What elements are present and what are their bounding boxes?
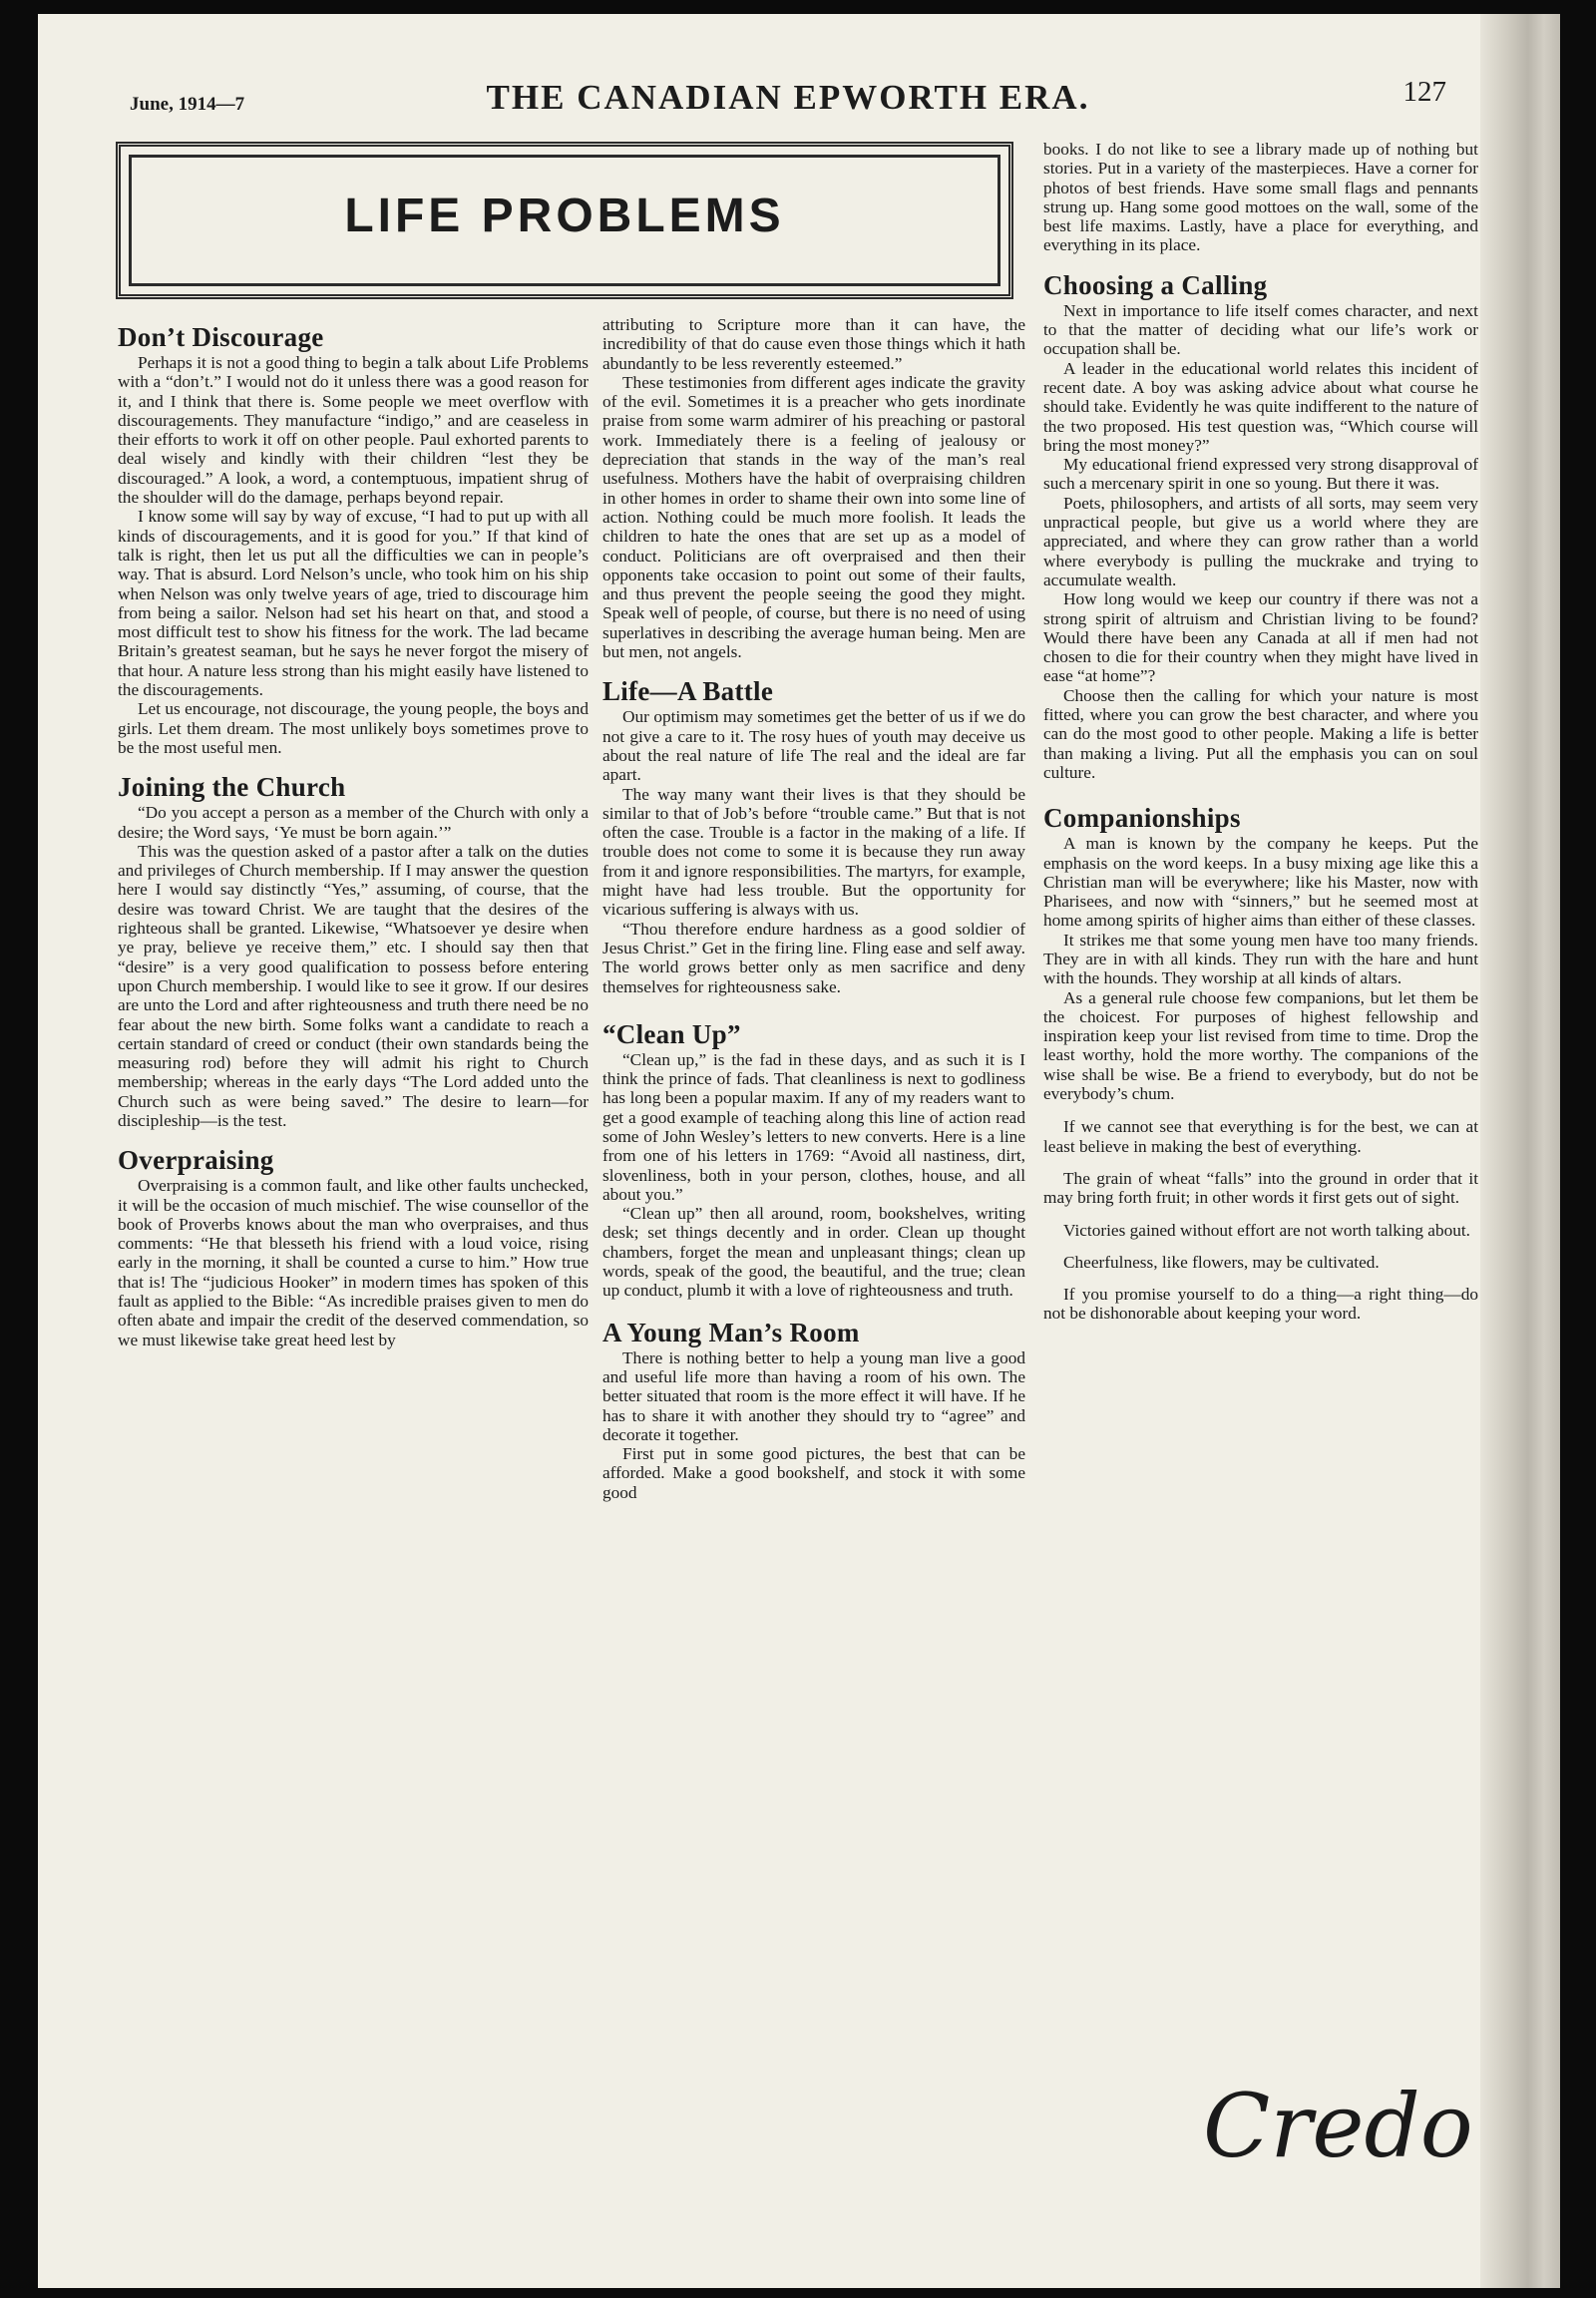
section-title-box xyxy=(116,142,1013,299)
heading-clean-up: “Clean Up” xyxy=(602,1018,741,1049)
maxim-paragraph: The grain of wheat “falls” into the ground in order that it may bring forth fruit; in other words it first gets out of sight. xyxy=(1043,1168,1478,1208)
heading-life-a-battle: Life—A Battle xyxy=(602,676,774,707)
maxim-paragraph: Cheerfulness, like flowers, may be cultivated. xyxy=(1063,1252,1380,1272)
magazine-title: THE CANADIAN EPWORTH ERA. xyxy=(486,78,1090,117)
column-middle xyxy=(602,315,1025,1502)
paragraph: Perhaps it is not a good thing to begin a talk about Life Problems with a “don’t.” I would not do it unless there was a good reason for it, and I think that there is. Some people we meet overflow with discouragements. They manufacture “indigo,” and are ceaseless in their efforts to work it off on other people. Paul exhorted parents to deal wisely and kindly with their children “lest they be discouraged.” A look, a word, a contemptuous, impatient shrug of the shoulder will do the damage, perhaps beyond repair. xyxy=(118,353,589,508)
paragraph: How long would we keep our country if there was not a strong spirit of altruism and Christian living to be found? Would there have been any Canada at all if men had not chosen to die for their country when they might have lived in ease “at home”? xyxy=(1043,589,1478,686)
maxim-paragraph: If you promise yourself to do a thing—a right thing—do not be dishonorable about keeping your word. xyxy=(1043,1285,1478,1324)
heading-companionships: Companionships xyxy=(1043,803,1241,834)
heading-a-young-mans-room: A Young Man’s Room xyxy=(602,1317,860,1347)
signature-text: Credo xyxy=(1203,2075,1473,2177)
paragraph: My educational friend expressed very strong disapproval of such a mercenary spirit in one so young. But there it was. xyxy=(1043,455,1478,494)
page-number: 127 xyxy=(1402,76,1446,108)
paragraph: attributing to Scripture more than it can have, the incredibility of that do cause even those things which it hath abundantly to be less reverently esteemed.” xyxy=(602,315,1025,373)
heading-choosing-a-calling: Choosing a Calling xyxy=(1043,269,1268,300)
paragraph: Next in importance to life itself comes character, and next to that the matter of deciding what our life’s work or occupation shall be. xyxy=(1043,300,1478,359)
paragraph: Choose then the calling for which your nature is most fitted, where you can grow the best character, and where you can do the most good to other people. Making a life is better than making a living. Put all the emphasis you can on soul culture. xyxy=(1043,685,1478,782)
maxim-paragraph: Victories gained without effort are not worth talking about. xyxy=(1063,1220,1471,1240)
running-header xyxy=(130,72,1446,122)
paragraph: There is nothing better to help a young man live a good and useful life more than having a room of his own. The better situated that room is the more effect it will have. If he has to share it with another they should try to “agree” and decorate it together. xyxy=(602,1347,1025,1444)
paragraph: “Clean up” then all around, room, bookshelves, writing desk; set things decently and in order. Clean up thought chambers, forget the mean and unpleasant things; clean up words, speak of the good, the beautiful, and the true; clean up conduct, plumb it with a love of righteousness and truth. xyxy=(602,1204,1025,1301)
paragraph: Our optimism may sometimes get the better of us if we do not give a care to it. The rosy hues of youth may deceive us about the real nature of life The real and the ideal are far apart. xyxy=(602,707,1025,785)
heading-dont-discourage: Don’t Discourage xyxy=(118,322,324,352)
issue-date: June, 1914—7 xyxy=(130,94,245,115)
paragraph: Let us encourage, not discourage, the young people, the boys and girls. Let them dream. The most unlikely boys sometimes prove to be the most useful men. xyxy=(118,699,589,757)
paragraph: A man is known by the company he keeps. Put the emphasis on the word keeps. In a busy mixing age like this a Christian man will be everywhere; like his Master, now with Pharisees, and now with “sinners,” but he seemed most at home among spirits of higher aims than either of these classes. xyxy=(1043,834,1478,931)
paragraph: “Clean up,” is the fad in these days, and as such it is I think the prince of fads. That cleanliness is next to godliness has long been a popular maxim. If any of my readers want to get a good example of teaching along this line of action read some of John Wesley’s letters to new converts. Here is a line from one of his letters in 1769: “Avoid all nastiness, dirt, slovenliness, both in your person, clothes, house, and all about you.” xyxy=(602,1049,1025,1204)
column-left xyxy=(118,321,589,1349)
paragraph: These testimonies from different ages indicate the gravity of the evil. Sometimes it is a preacher who gets inordinate praise from some warm admirer of his preaching or pastoral work. Immediately there is a feeling of jealousy or depreciation that stands in the way of the man’s real usefulness. Mothers have the habit of overpraising children in other homes in order to shame their own into some line of action. Nothing could be much more foolish. It leads the children to hate the ones that are set up as a model of conduct. Politicians are oft overpraised and then their opponents take occasion to point out some of their faults, and thus prevent the people seeing the good they might. Speak well of people, of course, but there is no need of using superlatives in describing the average human being. Men are but men, not angels. xyxy=(602,372,1025,662)
paragraph: This was the question asked of a pastor after a talk on the duties and privileges of Church membership. If I may answer the question here I would say distinctly “Yes,” assuming, of course, that the desire was toward Christ. We are taught that the desires of the righteous shall be granted. Likewise, “Whatsoever ye desire when ye pray, believe ye receive them,” etc. I should say then that “desire” is a very good qualification to possess before entering upon Church membership. I would like to see it grow. If our desires are unto the Lord and after righteousness and truth there need be no fear about the new birth. Some folks want a candidate to reach a certain standard of creed or conduct (their own standards being the measuring rod) before they will admit his right to Church membership; whereas in the early days “The Lord added unto the Church such as were being saved.” The desire to learn—for discipleship—is the test. xyxy=(118,841,589,1130)
column-right xyxy=(1043,140,1478,1324)
magazine-page xyxy=(38,14,1560,2288)
paragraph: “Do you accept a person as a member of the Church with only a desire; the Word says, ‘Ye must be born again.’” xyxy=(118,803,589,842)
paragraph: A leader in the educational world relates this incident of recent date. A boy was asking advice about what course he should take. Evidently he was quite indifferent to the nature of the two proposed. His test question was, “Which course will bring the most money?” xyxy=(1043,358,1478,455)
maxim-paragraph: If we cannot see that everything is for the best, we can at least believe in making the best of everything. xyxy=(1043,1117,1478,1156)
paragraph: The way many want their lives is that they should be similar to that of Job’s before “trouble came.” But that is not often the case. Trouble is a factor in the making of a life. If trouble does not come to some it is because they run away from it and ignore responsibilities. The martyrs, for example, might have had less trouble. But the opportunity for vicarious suffering is always with us. xyxy=(602,784,1025,920)
paragraph: First put in some good pictures, the best that can be afforded. Make a good bookshelf, and stock it with some good xyxy=(602,1444,1025,1502)
paragraph: books. I do not like to see a library made up of nothing but stories. Put in a variety of the masterpieces. Have a corner for photos of best friends. Have some small flags and pennants strung up. Hang some good mottoes on the wall, some of the best life maxims. Lastly, have a place for everything, and everything in its place. xyxy=(1043,140,1478,255)
paragraph: As a general rule choose few companions, but let them be the choicest. For purposes of highest fellowship and inspiration keep your list revised from time to time. Drop the least worthy, hold the more worthy. The companions of the wise shall be wise. Be a friend to everybody, but do not be everybody’s chum. xyxy=(1043,987,1478,1104)
credo-signature xyxy=(1193,2069,1492,2178)
paragraph: Poets, philosophers, and artists of all sorts, may seem very unpractical people, but give us a world where they are appreciated, and where they can grow rather than a world where everybody is pulling the muckrake and trying to accumulate wealth. xyxy=(1043,493,1478,589)
section-title: LIFE PROBLEMS xyxy=(344,190,785,242)
paragraph: Overpraising is a common fault, and like other faults unchecked, it will be the occasion of much mischief. The wise counsellor of the book of Proverbs knows about the man who overpraises, and thus comments: “He that blesseth his friend with a loud voice, rising early in the morning, it shall be counted a curse to him.” How true that is! The “judicious Hooker” in modern times has spoken of this fault as applied to the Bible: “As incredible praises given to men do often abate and impair the credit of the deserved commendation, so we must likewise take great heed lest by xyxy=(118,1176,589,1349)
paragraph: It strikes me that some young men have too many friends. They are in with all kinds. They run with the hare and hunt with the hounds. They worship at all kinds of altars. xyxy=(1043,930,1478,988)
heading-joining-the-church: Joining the Church xyxy=(118,772,346,803)
paragraph: I know some will say by way of excuse, “I had to put up with all kinds of discouragements, and it is good for you.” If that kind of talk is right, then let us put all the difficulties we can in people’s way. That is absurd. Lord Nelson’s uncle, who took him on his ship when Nelson was only twelve years of age, tried to discourage him from being a sailor. Nelson had set his heart on that, and stood a most difficult test to show his fitness for the work. The lad became Britain’s greatest seaman, but he says he never forgot the misery of that hour. A nature less strong than his might easily have listened to the discouragements. xyxy=(118,507,589,700)
heading-overpraising: Overpraising xyxy=(118,1145,274,1176)
book-binding-edge xyxy=(1480,14,1560,2288)
paragraph: “Thou therefore endure hardness as a good soldier of Jesus Christ.” Get in the firing line. Fling ease and self away. The world grows better only as men sacrifice and deny themselves for righteousness sake. xyxy=(602,919,1025,996)
